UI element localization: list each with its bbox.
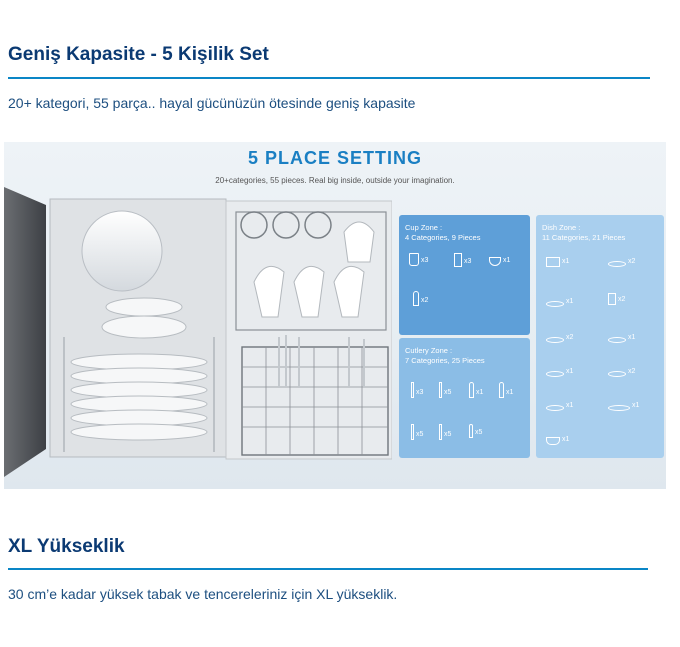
dish-count: x1 xyxy=(562,258,570,265)
cutlery-count: x5 xyxy=(416,431,424,438)
mug-icon xyxy=(409,253,419,266)
tall-glass-icon xyxy=(608,293,616,305)
image-subtitle: 20+categories, 55 pieces. Real big inside, outside your imagination. xyxy=(215,176,455,185)
cutlery-count: x5 xyxy=(444,431,452,438)
small-fork-icon xyxy=(411,424,414,440)
plate-icon xyxy=(546,337,564,343)
cup-zone-detail: 4 Categories, 9 Pieces xyxy=(405,233,481,242)
side-plate-icon xyxy=(546,405,564,411)
dish-count: x1 xyxy=(566,298,574,305)
cutlery-count: x5 xyxy=(475,429,483,436)
cutlery-count: x1 xyxy=(476,389,484,396)
section-title-height: XL Yükseklik xyxy=(8,536,125,557)
saucer-icon xyxy=(608,337,626,343)
section-text-height: 30 cm’e kadar yüksek tabak ve tencereleriniz için XL yükseklik. xyxy=(8,586,398,602)
dish-count: x2 xyxy=(566,334,574,341)
knife-icon xyxy=(439,382,442,398)
bowl-icon xyxy=(546,301,564,307)
platter-icon xyxy=(608,405,630,411)
dish-count: x1 xyxy=(628,334,636,341)
cutlery-zone-title: Cutlery Zone : xyxy=(405,346,453,355)
cup-count: x1 xyxy=(503,257,511,264)
dish-zone-panel xyxy=(536,215,664,458)
section-divider xyxy=(8,568,648,570)
cup-zone-title: Cup Zone : xyxy=(405,223,443,232)
cup-count: x3 xyxy=(464,258,472,265)
cutlery-zone-detail: 7 Categories, 25 Pieces xyxy=(405,356,485,365)
pot-icon xyxy=(546,257,560,267)
product-image xyxy=(4,142,666,489)
ladle-icon xyxy=(499,382,504,398)
cup-count: x3 xyxy=(421,257,429,264)
glass-icon xyxy=(454,253,462,267)
dish-zone-detail: 11 Categories, 21 Pieces xyxy=(542,233,626,242)
cutlery-count: x1 xyxy=(506,389,514,396)
teaspoon-icon xyxy=(469,424,473,438)
section-divider xyxy=(8,77,650,79)
wine-glass-icon xyxy=(413,291,419,306)
deep-plate-icon xyxy=(608,261,626,267)
dish-count: x1 xyxy=(566,402,574,409)
cup-zone-panel xyxy=(399,215,530,335)
small-knife-icon xyxy=(439,424,442,440)
teacup-icon xyxy=(489,257,501,266)
fork-icon xyxy=(411,382,414,398)
section-text-capacity: 20+ kategori, 55 parça.. hayal gücünüzün ötesinde geniş kapasite xyxy=(8,95,416,111)
dinner-plate-icon xyxy=(546,371,564,377)
soup-plate-icon xyxy=(608,371,626,377)
dishwasher-illustration xyxy=(4,187,392,477)
dish-count: x2 xyxy=(628,258,636,265)
spoon-icon xyxy=(469,382,474,398)
image-title: 5 PLACE SETTING xyxy=(247,148,423,168)
dish-count: x2 xyxy=(618,296,626,303)
dish-count: x1 xyxy=(566,368,574,375)
cutlery-count: x3 xyxy=(416,389,424,396)
dish-zone-title: Dish Zone : xyxy=(542,223,581,232)
cup-icon xyxy=(546,437,560,445)
dish-count: x2 xyxy=(628,368,636,375)
cutlery-count: x5 xyxy=(444,389,452,396)
dish-count: x1 xyxy=(632,402,640,409)
dish-count: x1 xyxy=(562,436,570,443)
cutlery-zone-panel xyxy=(399,338,530,458)
cup-count: x2 xyxy=(421,297,429,304)
section-title-capacity: Geniş Kapasite - 5 Kişilik Set xyxy=(8,44,269,65)
